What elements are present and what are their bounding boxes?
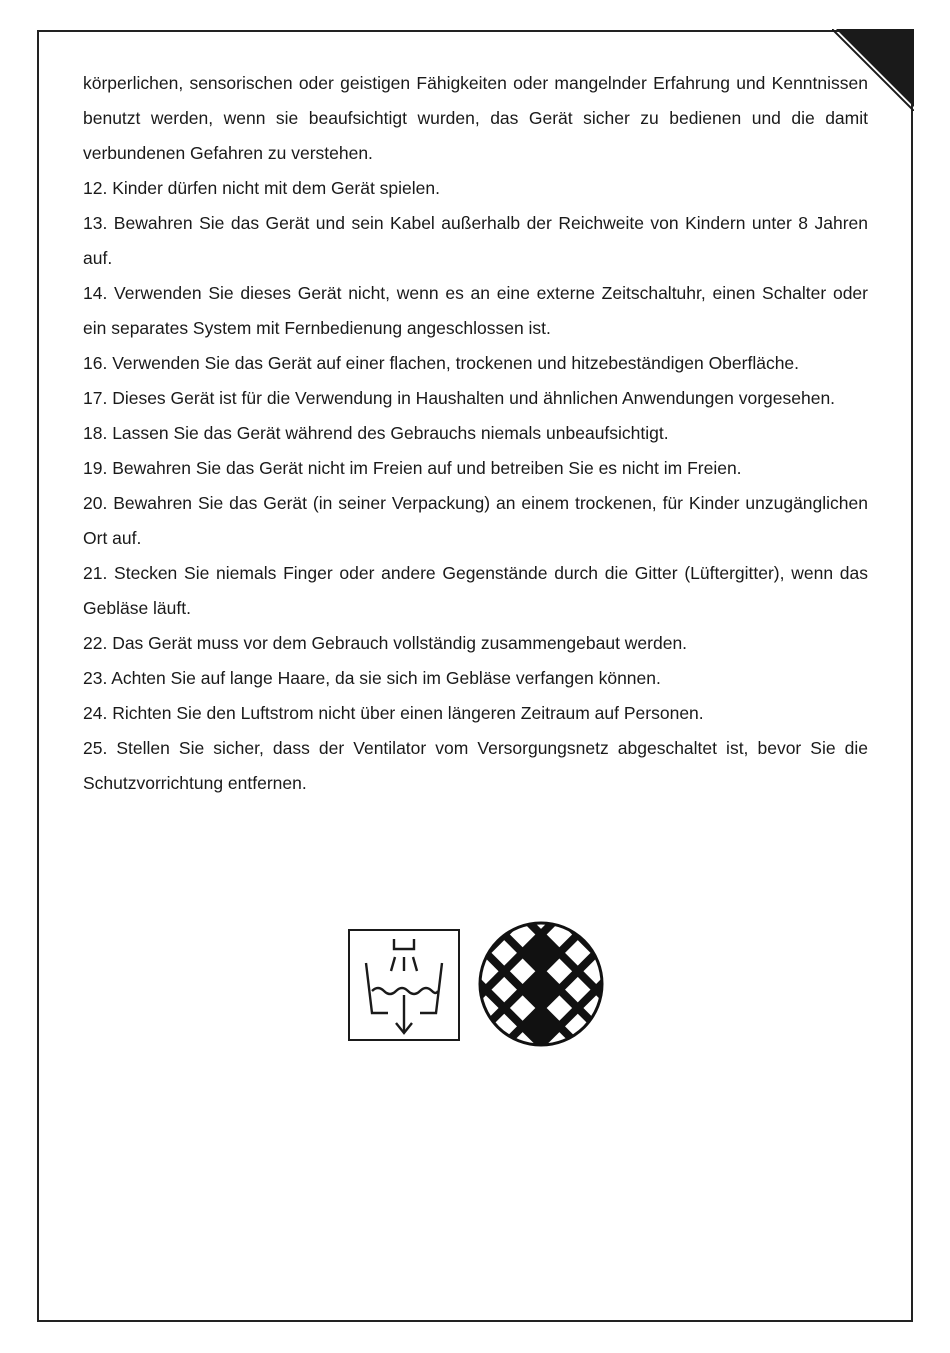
instruction-paragraph: 23. Achten Sie auf lange Haare, da sie sich im Gebläse verfangen können. xyxy=(83,668,661,688)
instruction-paragraph: 12. Kinder dürfen nicht mit dem Gerät spielen. xyxy=(83,178,440,198)
instruction-paragraph: 21. Stecken Sie niemals Finger oder andere Gegenstände durch die Gitter (Lüftergitter), wenn das Gebläse läuft. xyxy=(83,563,868,618)
instruction-paragraph: 25. Stellen Sie sicher, dass der Ventilator vom Versorgungsnetz abgeschaltet ist, bevor Sie die Schutzvorrichtung entfernen. xyxy=(83,738,868,793)
instruction-paragraph: 22. Das Gerät muss vor dem Gebrauch vollständig zusammengebaut werden. xyxy=(83,633,688,653)
instruction-paragraph: 13. Bewahren Sie das Gerät und sein Kabel außerhalb der Reichweite von Kindern unter 8 Jahren auf. xyxy=(83,213,868,268)
instruction-paragraph: 20. Bewahren Sie das Gerät (in seiner Verpackung) an einem trockenen, für Kinder unzugänglichen Ort auf. xyxy=(83,493,868,548)
instruction-paragraph: 19. Bewahren Sie das Gerät nicht im Freien auf und betreiben Sie es nicht im Freien. xyxy=(83,458,742,478)
ip-splash-water-icon xyxy=(348,929,460,1041)
symbol-row xyxy=(348,921,608,1049)
instruction-paragraph: 16. Verwenden Sie das Gerät auf einer flachen, trockenen und hitzebeständigen Oberfläche. xyxy=(83,353,800,373)
instruction-paragraph: 14. Verwenden Sie dieses Gerät nicht, wenn es an eine externe Zeitschaltuhr, einen Schalter oder ein separates System mit Fernbedienung angeschlossen ist. xyxy=(83,283,868,338)
safety-instructions xyxy=(83,66,868,801)
instruction-paragraph: 18. Lassen Sie das Gerät während des Gebrauchs niemals unbeaufsichtigt. xyxy=(83,423,669,443)
instruction-paragraph: 17. Dieses Gerät ist für die Verwendung in Haushalten und ähnlichen Anwendungen vorgesehen. xyxy=(83,388,836,408)
protective-grille-icon xyxy=(478,921,604,1047)
instruction-paragraph: körperlichen, sensorischen oder geistigen Fähigkeiten oder mangelnder Erfahrung und Kenntnissen benutzt werden, wenn sie beaufsichtigt wurden, das Gerät sicher zu bedienen und die damit verbundenen Gefahren zu verstehen. xyxy=(83,73,868,163)
instruction-paragraph: 24. Richten Sie den Luftstrom nicht über einen längeren Zeitraum auf Personen. xyxy=(83,703,704,723)
